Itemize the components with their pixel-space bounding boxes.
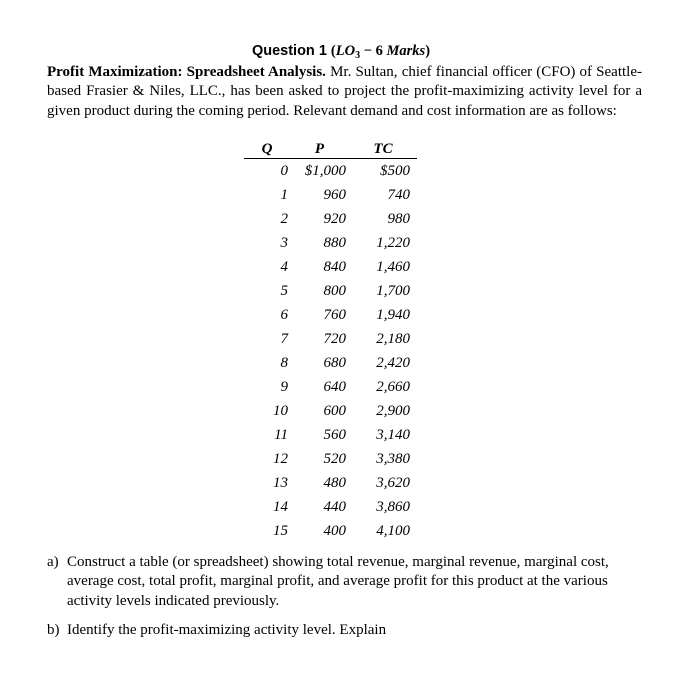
- cell-q: 12: [273, 450, 288, 467]
- question-parts: [47, 553, 643, 640]
- table-row: [244, 255, 417, 279]
- cell-q: 1: [280, 186, 288, 203]
- question-label: Question 1: [251, 43, 327, 59]
- table-row: [244, 399, 417, 423]
- table-row: [244, 183, 417, 207]
- table-row: [244, 303, 417, 327]
- part-b-label: b): [47, 621, 60, 638]
- intro-paragraph: [47, 63, 642, 121]
- cell-q: 13: [273, 474, 288, 491]
- part-b: [47, 621, 643, 640]
- part-a: [47, 553, 643, 611]
- cell-p: 800: [323, 282, 346, 299]
- table-row: [244, 279, 417, 303]
- table-row: [244, 207, 417, 231]
- header-q: Q: [244, 137, 290, 159]
- part-a-text: Construct a table (or spreadsheet) showing total revenue, marginal revenue, marginal cost, average cost, total profit, marginal profit, and average profit for this product at the various activity levels indicated previously.: [67, 554, 609, 609]
- table-row: [244, 159, 417, 184]
- intro-heading: Profit Maximization: Spreadsheet Analysis.: [47, 64, 326, 80]
- cell-q: 5: [280, 282, 288, 299]
- cell-tc: 2,420: [376, 354, 410, 371]
- cell-p: 440: [323, 498, 346, 515]
- cell-tc: 4,100: [376, 522, 410, 539]
- cell-p: 600: [323, 402, 346, 419]
- cell-tc: 2,900: [376, 402, 410, 419]
- cell-q: 9: [280, 378, 288, 395]
- cell-tc: 2,180: [376, 330, 410, 347]
- table-header-row: [244, 137, 417, 159]
- cell-q: 10: [273, 402, 288, 419]
- cell-p: 960: [323, 186, 346, 203]
- cell-q: 15: [273, 522, 288, 539]
- table-row: [244, 423, 417, 447]
- table-row: [244, 351, 417, 375]
- table-row: [244, 519, 417, 543]
- cell-p: 720: [323, 330, 346, 347]
- cell-q: 14: [273, 498, 288, 515]
- cell-tc: 2,660: [376, 378, 410, 395]
- cell-tc: 1,700: [376, 282, 410, 299]
- table-row: [244, 495, 417, 519]
- cell-p: $1,000: [304, 162, 346, 179]
- cell-q: 8: [280, 354, 288, 371]
- cell-q: 4: [280, 258, 288, 275]
- cell-tc: 740: [387, 186, 410, 203]
- cell-q: 6: [280, 306, 288, 323]
- part-b-text: Identify the profit-maximizing activity level. Explain: [67, 621, 387, 638]
- table-row: [244, 471, 417, 495]
- cell-p: 920: [323, 210, 346, 227]
- cell-tc: 1,460: [376, 258, 410, 275]
- table-row: [244, 375, 417, 399]
- cell-tc: 3,380: [376, 450, 410, 467]
- cell-p: 880: [323, 234, 346, 251]
- question-title: [0, 42, 682, 60]
- cell-tc: 3,620: [376, 474, 410, 491]
- header-tc: TC: [349, 137, 417, 159]
- cell-p: 520: [323, 450, 346, 467]
- intro-body: Mr. Sultan, chief financial officer (CFO) of Seattle-based Frasier & Niles, LLC., has been asked to project the profit-maximizing activity level for a given product during the coming period. Relevant demand and cost information are as follows:: [47, 64, 642, 119]
- header-p: P: [290, 137, 349, 159]
- cell-p: 760: [323, 306, 346, 323]
- cell-p: 680: [323, 354, 346, 371]
- question-marks: ($LO_3 - 6$ Marks): [330, 43, 431, 61]
- cell-p: 400: [323, 522, 346, 539]
- demand-cost-table: [244, 137, 417, 543]
- table-row: [244, 447, 417, 471]
- cell-p: 480: [323, 474, 346, 491]
- cell-q: 11: [274, 426, 288, 443]
- cell-p: 560: [323, 426, 346, 443]
- cell-tc: $500: [380, 162, 410, 179]
- table-row: [244, 231, 417, 255]
- cell-q: 3: [280, 234, 288, 251]
- table-row: [244, 327, 417, 351]
- cell-tc: 1,220: [376, 234, 410, 251]
- cell-q: 0: [280, 162, 288, 179]
- table-body: [244, 159, 417, 544]
- cell-q: 2: [280, 210, 288, 227]
- cell-tc: 3,860: [376, 498, 410, 515]
- part-a-label: a): [47, 554, 59, 570]
- cell-tc: 980: [387, 210, 410, 227]
- cell-tc: 1,940: [376, 306, 410, 323]
- cell-tc: 3,140: [376, 426, 410, 443]
- cell-p: 840: [323, 258, 346, 275]
- cell-p: 640: [323, 378, 346, 395]
- cell-q: 7: [280, 330, 288, 347]
